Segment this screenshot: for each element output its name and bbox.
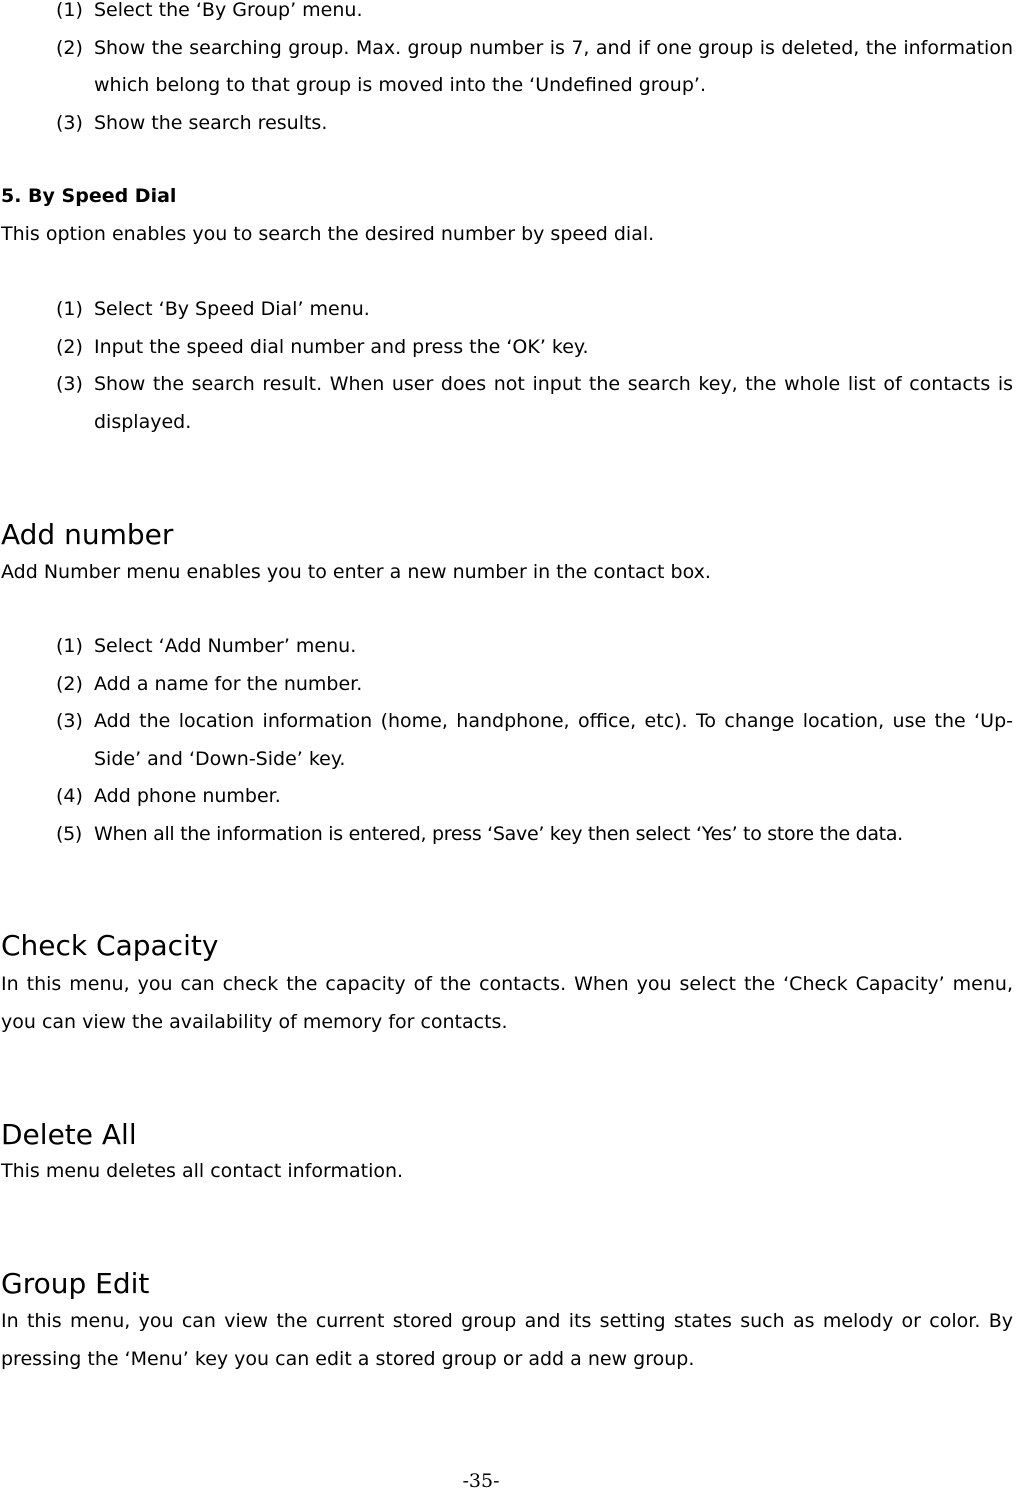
speed-dial-description: This option enables you to search the desired number by speed dial. bbox=[1, 223, 655, 245]
step-number: (5) bbox=[56, 822, 83, 845]
list-item bbox=[56, 0, 1013, 30]
step-text: Add the location information (home, handphone, office, etc). To change location, use the ‘Up-Side’ and ‘Down-Side’ key. bbox=[94, 710, 1013, 770]
delete-all-heading: Delete All bbox=[1, 1118, 137, 1151]
add-number-heading: Add number bbox=[1, 518, 174, 551]
page-number: -35- bbox=[462, 1470, 500, 1492]
group-edit-heading: Group Edit bbox=[1, 1267, 150, 1300]
step-text: Select the ‘By Group’ menu. bbox=[94, 0, 363, 21]
step-number: (1) bbox=[56, 635, 83, 657]
step-text: Add a name for the number. bbox=[94, 672, 363, 695]
list-item bbox=[56, 778, 1013, 816]
step-number: (1) bbox=[56, 0, 83, 21]
step-text: Show the search result. When user does not input the search key, the whole list of contacts is displayed. bbox=[94, 373, 1013, 433]
check-capacity-heading: Check Capacity bbox=[1, 929, 219, 962]
list-item bbox=[56, 366, 1013, 441]
step-number: (4) bbox=[56, 785, 83, 807]
speed-dial-steps-list bbox=[56, 291, 1013, 441]
list-item bbox=[56, 628, 1013, 666]
step-text: Show the searching group. Max. group number is 7, and if one group is deleted, the information which belong to that group is moved into the ‘Undefined group’. bbox=[94, 36, 1013, 96]
list-item bbox=[56, 816, 1013, 854]
list-item bbox=[56, 703, 1013, 778]
step-number: (3) bbox=[56, 373, 83, 395]
speed-dial-title: 5. By Speed Dial bbox=[1, 185, 177, 207]
add-number-description: Add Number menu enables you to enter a new number in the contact box. bbox=[1, 561, 711, 583]
step-number: (2) bbox=[56, 335, 83, 358]
delete-all-description: This menu deletes all contact information. bbox=[1, 1160, 404, 1182]
step-number: (2) bbox=[56, 36, 83, 59]
list-item bbox=[56, 105, 1013, 143]
step-text: Add phone number. bbox=[94, 785, 281, 807]
add-number-steps-list bbox=[56, 628, 1013, 853]
list-item bbox=[56, 329, 1013, 367]
step-text: Input the speed dial number and press the ‘OK’ key. bbox=[94, 335, 589, 358]
list-item bbox=[56, 666, 1013, 704]
list-item bbox=[56, 291, 1013, 329]
step-number: (3) bbox=[56, 710, 83, 732]
group-steps-list bbox=[56, 0, 1013, 142]
step-text: Select ‘Add Number’ menu. bbox=[94, 635, 357, 657]
list-item bbox=[56, 30, 1013, 105]
step-text: Show the search results. bbox=[94, 111, 328, 134]
step-number: (3) bbox=[56, 111, 83, 134]
step-number: (1) bbox=[56, 298, 83, 320]
check-capacity-description: In this menu, you can check the capacity of the contacts. When you select the ‘Check Capacity’ menu, you can view the availability of memory for contacts. bbox=[1, 973, 1013, 1033]
step-text: Select ‘By Speed Dial’ menu. bbox=[94, 298, 370, 320]
step-text: When all the information is entered, press ‘Save’ key then select ‘Yes’ to store the data. bbox=[94, 822, 903, 845]
group-edit-description: In this menu, you can view the current stored group and its setting states such as melody or color. By pressing the ‘Menu’ key you can edit a stored group or add a new group. bbox=[1, 1310, 1013, 1370]
step-number: (2) bbox=[56, 672, 83, 695]
